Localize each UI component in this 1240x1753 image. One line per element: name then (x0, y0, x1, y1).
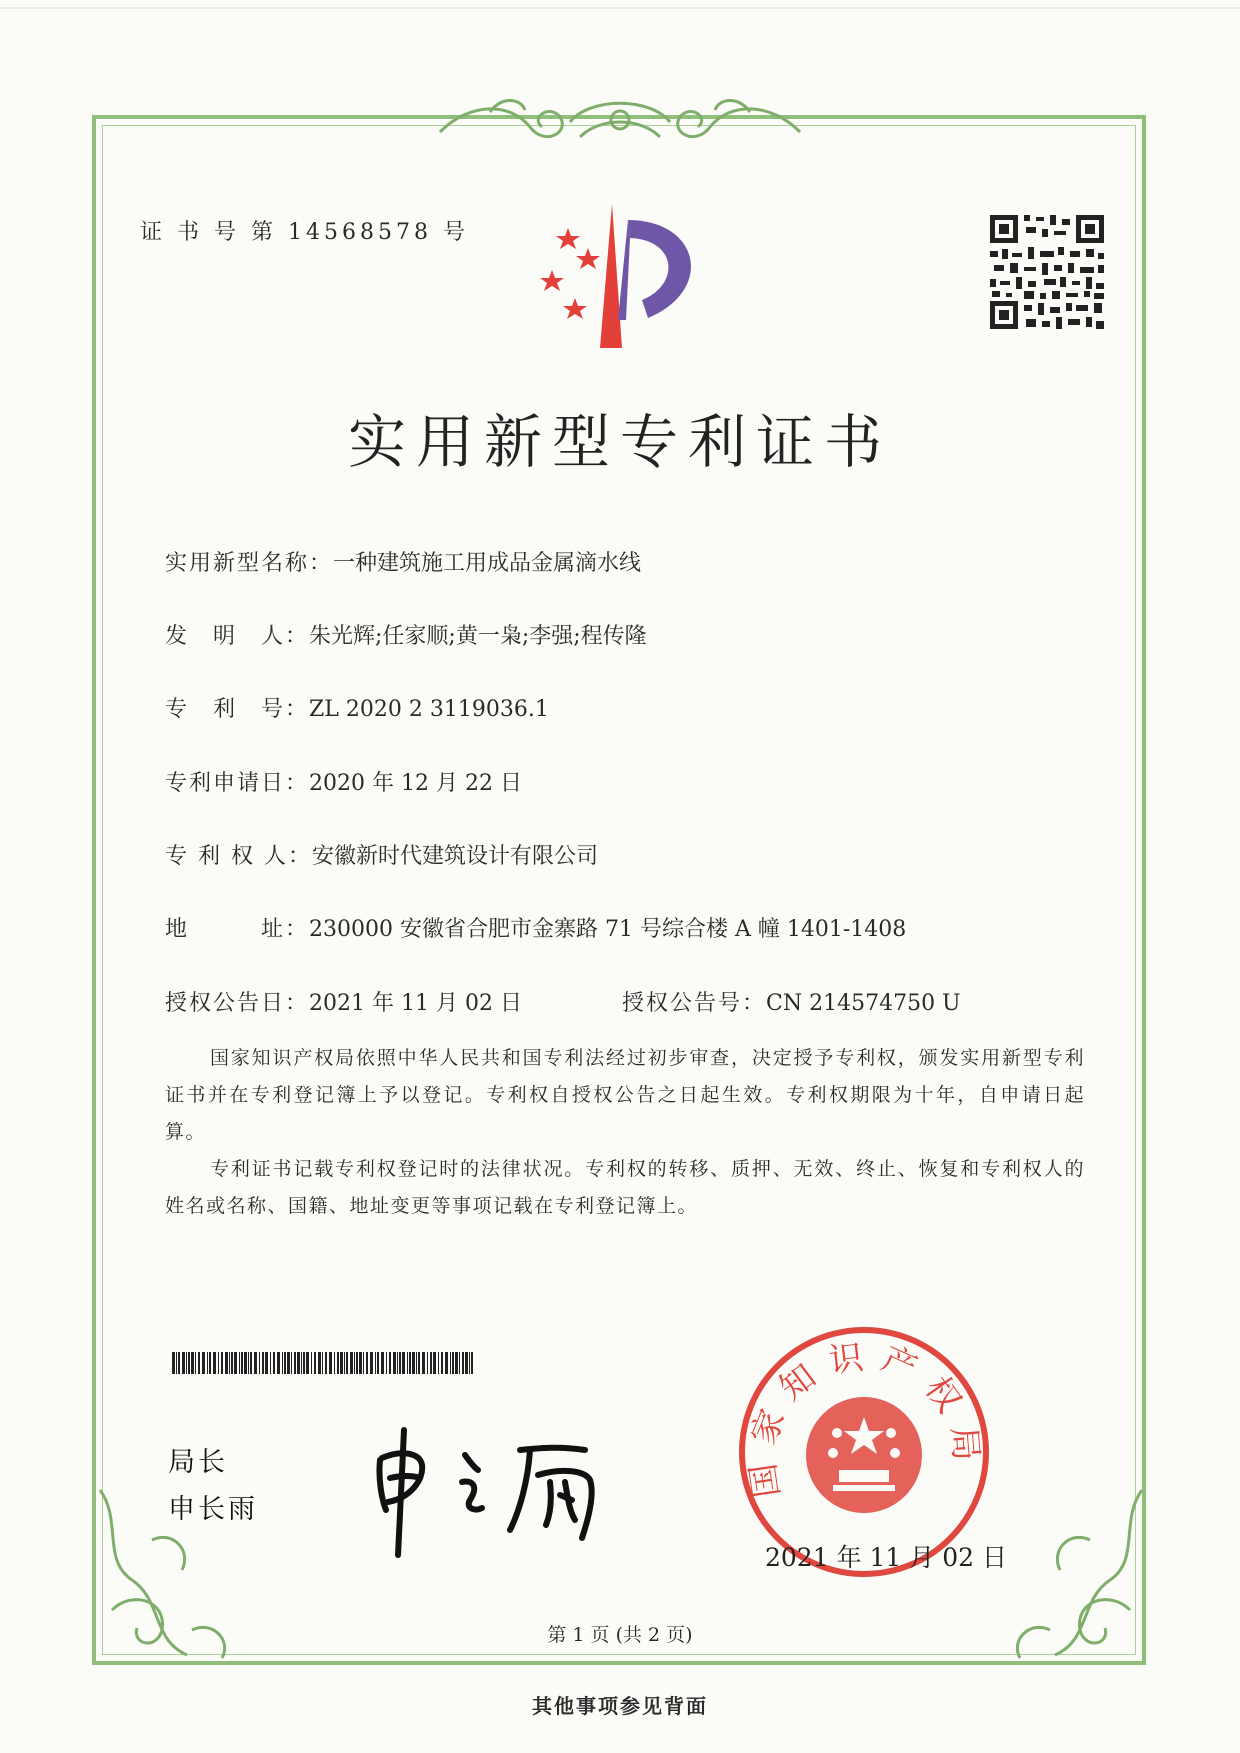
field-value: 2020 年 12 月 22 日 (309, 771, 522, 796)
field-grant-announcement-number (622, 986, 961, 1017)
field-label: 授权公告号： (622, 991, 767, 1016)
field-label: 发 明 人： (165, 624, 310, 649)
certificate-number: 证 书 号 第 14568578 号 (140, 220, 469, 245)
field-value: 安徽新时代建筑设计有限公司 (311, 844, 598, 869)
field-patent-number (165, 692, 549, 723)
field-value: CN 214574750 U (766, 991, 961, 1016)
field-address (165, 912, 906, 943)
legal-status-paragraph: 专利证书记载专利权登记时的法律状况。专利权的转移、质押、无效、终止、恢复和专利权人的姓名或名称、国籍、地址变更等事项记载在专利登记簿上。 (165, 1158, 1085, 1217)
field-inventors (165, 619, 647, 650)
field-value: 一种建筑施工用成品金属滴水线 (333, 551, 642, 576)
field-label: 地 址： (165, 917, 310, 942)
field-label: 实用新型名称： (165, 551, 334, 576)
top-ornament-icon (430, 92, 810, 154)
field-value: ZL 2020 2 3119036.1 (309, 697, 549, 722)
field-application-date (165, 766, 522, 797)
qr-code-icon (988, 213, 1106, 331)
field-patentee (165, 839, 598, 870)
director-signature-icon (370, 1420, 630, 1560)
director-name: 申长雨 (168, 1494, 258, 1525)
patent-office-logo-icon (530, 200, 720, 350)
field-label: 专利申请日： (165, 771, 310, 796)
field-value: 朱光辉;任家顺;黄一枭;李强;程传隆 (309, 624, 647, 649)
certificate-title: 实用新型专利证书 (347, 408, 892, 476)
see-reverse-note: 其他事项参见背面 (532, 1694, 708, 1718)
field-label: 专 利 号： (165, 697, 310, 722)
field-grant-announcement-date (165, 986, 522, 1017)
field-value: 2021 年 11 月 02 日 (309, 991, 522, 1016)
field-value: 230000 安徽省合肥市金寨路 71 号综合楼 A 幢 1401-1408 (309, 917, 907, 942)
field-utility-model-name (165, 546, 641, 577)
seal-date: 2021 年 11 月 02 日 (765, 1543, 1007, 1572)
field-label: 专 利 权 人： (165, 844, 312, 869)
seal-text: 国家知识产权局 (741, 1336, 988, 1501)
director-title: 局长 (168, 1447, 228, 1478)
grant-statement-paragraph: 国家知识产权局依照中华人民共和国专利法经过初步审查，决定授予专利权，颁发实用新型专利证书并在专利登记簿上予以登记。专利权自授权公告之日起生效。专利权期限为十年，自申请日起算。 (165, 1047, 1085, 1143)
field-label: 授权公告日： (165, 991, 310, 1016)
barcode-icon (172, 1352, 478, 1374)
page-number: 第 1 页 (共 2 页) (547, 1624, 693, 1646)
